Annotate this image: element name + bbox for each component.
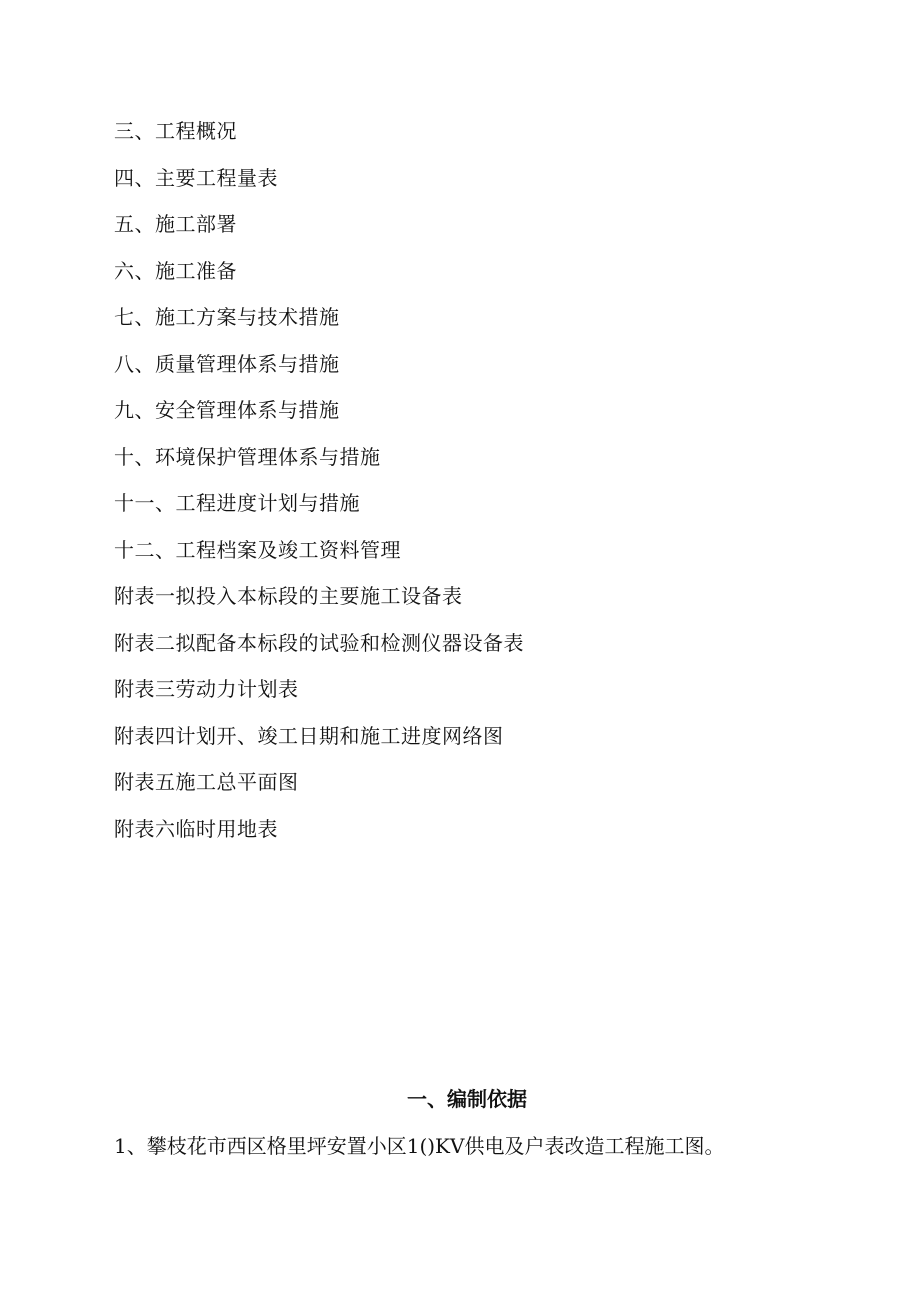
- table-of-contents: [114, 117, 814, 861]
- toc-item: 四、主要工程量表: [114, 165, 278, 190]
- toc-item: 附表四计划开、竣工日期和施工进度网络图: [114, 723, 504, 748]
- body-paragraph: 1、攀枝花市西区格里坪安置小区1()KV供电及户表改造工程施工图。: [114, 1134, 725, 1158]
- section-heading: 一、编制依据: [407, 1087, 527, 1111]
- toc-item: 附表一拟投入本标段的主要施工设备表: [114, 584, 463, 608]
- toc-item: 附表六临时用地表: [114, 816, 278, 841]
- toc-item: 附表五施工总平面图: [114, 770, 299, 794]
- toc-item: 七、施工方案与技术措施: [114, 305, 340, 329]
- toc-item: 附表二拟配备本标段的试验和检测仪器设备表: [114, 630, 524, 655]
- toc-item: 十一、工程进度计划与措施: [114, 491, 360, 515]
- toc-item: 五、施工部署: [114, 212, 237, 236]
- toc-item: 六、施工准备: [114, 258, 237, 283]
- toc-item: 八、质量管理体系与措施: [114, 351, 340, 376]
- toc-item: 三、工程概况: [114, 119, 237, 143]
- toc-item: 九、安全管理体系与措施: [114, 398, 340, 422]
- toc-item: 十、环境保护管理体系与措施: [114, 444, 381, 469]
- toc-item: 附表三劳动力计划表: [114, 677, 299, 701]
- toc-item: 十二、工程档案及竣工资料管理: [114, 537, 401, 562]
